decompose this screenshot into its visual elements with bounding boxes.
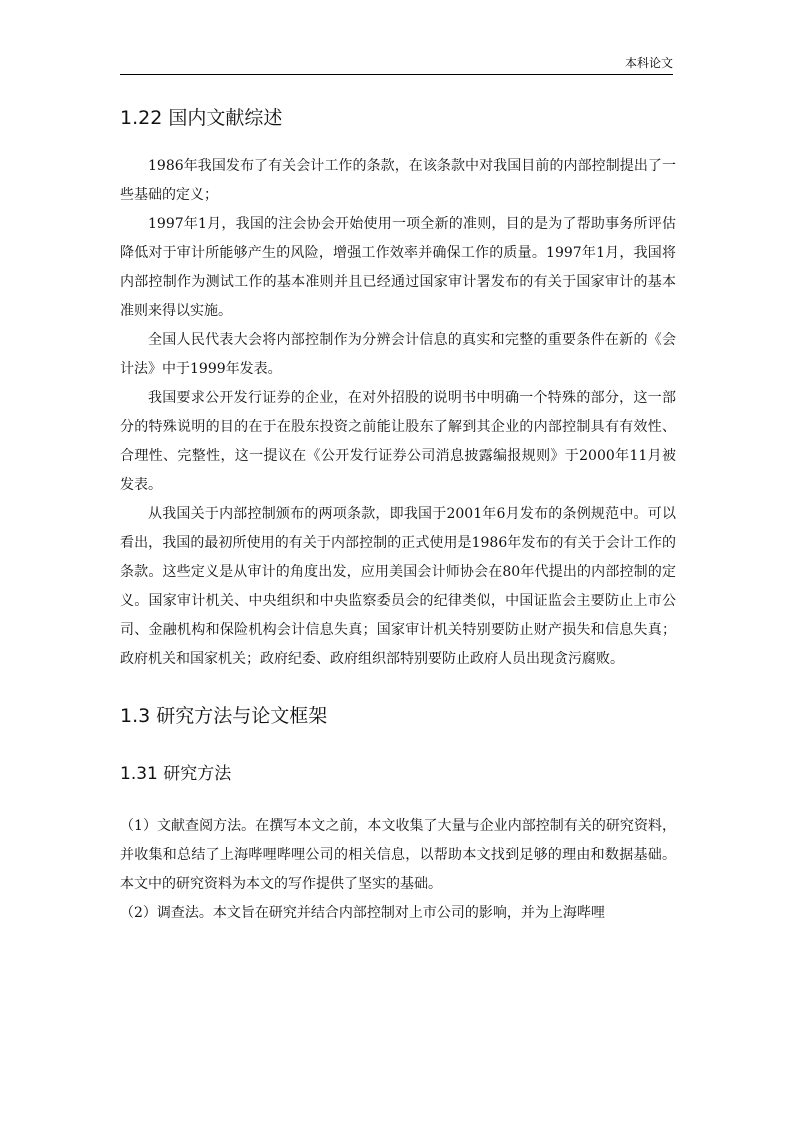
heading-1-3: 1.3 研究方法与论文框架 xyxy=(120,705,328,727)
paragraph: 我国要求公开发行证券的企业，在对外招股的说明书中明确一个特殊的部分，这一部分的特殊说明的目的在于在股东投资之前能让股东了解到其企业的内部控制具有有效性、合理性、完整性，这一提议在《公开发行证券公司消息披露编报规则》于2000年11月被发表。 xyxy=(120,390,676,493)
paragraph: 1997年1月，我国的注会协会开始使用一项全新的准则，目的是为了帮助事务所评估降低对于审计所能够产生的风险，增强工作效率并确保工作的质量。1997年1月，我国将内部控制作为测试工作的基本准则并且已经通过国家审计署发布的有关于国家审计的基本准则来得以实施。 xyxy=(120,216,676,319)
heading-1-22: 1.22 国内文献综述 xyxy=(120,107,283,129)
paragraph: 1986年我国发布了有关会计工作的条款，在该条款中对我国目前的内部控制提出了一些基础的定义； xyxy=(120,158,676,203)
paragraph: 从我国关于内部控制颁布的两项条款，即我国于2001年6月发布的条例规范中。可以看出，我国的最初所使用的有关于内部控制的正式使用是1986年发布的有关于会计工作的条款。这些定义是从审计的角度出发，应用美国会计师协会在80年代提出的内部控制的定义。国家审计机关、中央组织和中央监察委员会的纪律类似，中国证监会主要防止上市公司、金融机构和保险机构会计信息失真；国家审计机关特别要防止财产损失和信息失真；政府机关和国家机关；政府纪委、政府组织部特别要防止政府人员出现贪污腐败。 xyxy=(120,506,676,667)
heading-1-31: 1.31 研究方法 xyxy=(120,764,232,784)
page-body xyxy=(120,98,676,928)
paragraph: 全国人民代表大会将内部控制作为分辨会计信息的真实和完整的重要条件在新的《会计法》中于1999年发表。 xyxy=(120,332,676,377)
running-header: 本科论文 xyxy=(624,56,673,70)
paragraph: （2）调查法。本文旨在研究并结合内部控制对上市公司的影响，并为上海哔哩 xyxy=(120,905,605,921)
header-rule xyxy=(120,74,673,75)
paragraph: （1）文献查阅方法。在撰写本文之前，本文收集了大量与企业内部控制有关的研究资料，并收集和总结了上海哔哩哔哩公司的相关信息，以帮助本文找到足够的理由和数据基础。本文中的研究资料为本文的写作提供了坚实的基础。 xyxy=(120,818,676,892)
